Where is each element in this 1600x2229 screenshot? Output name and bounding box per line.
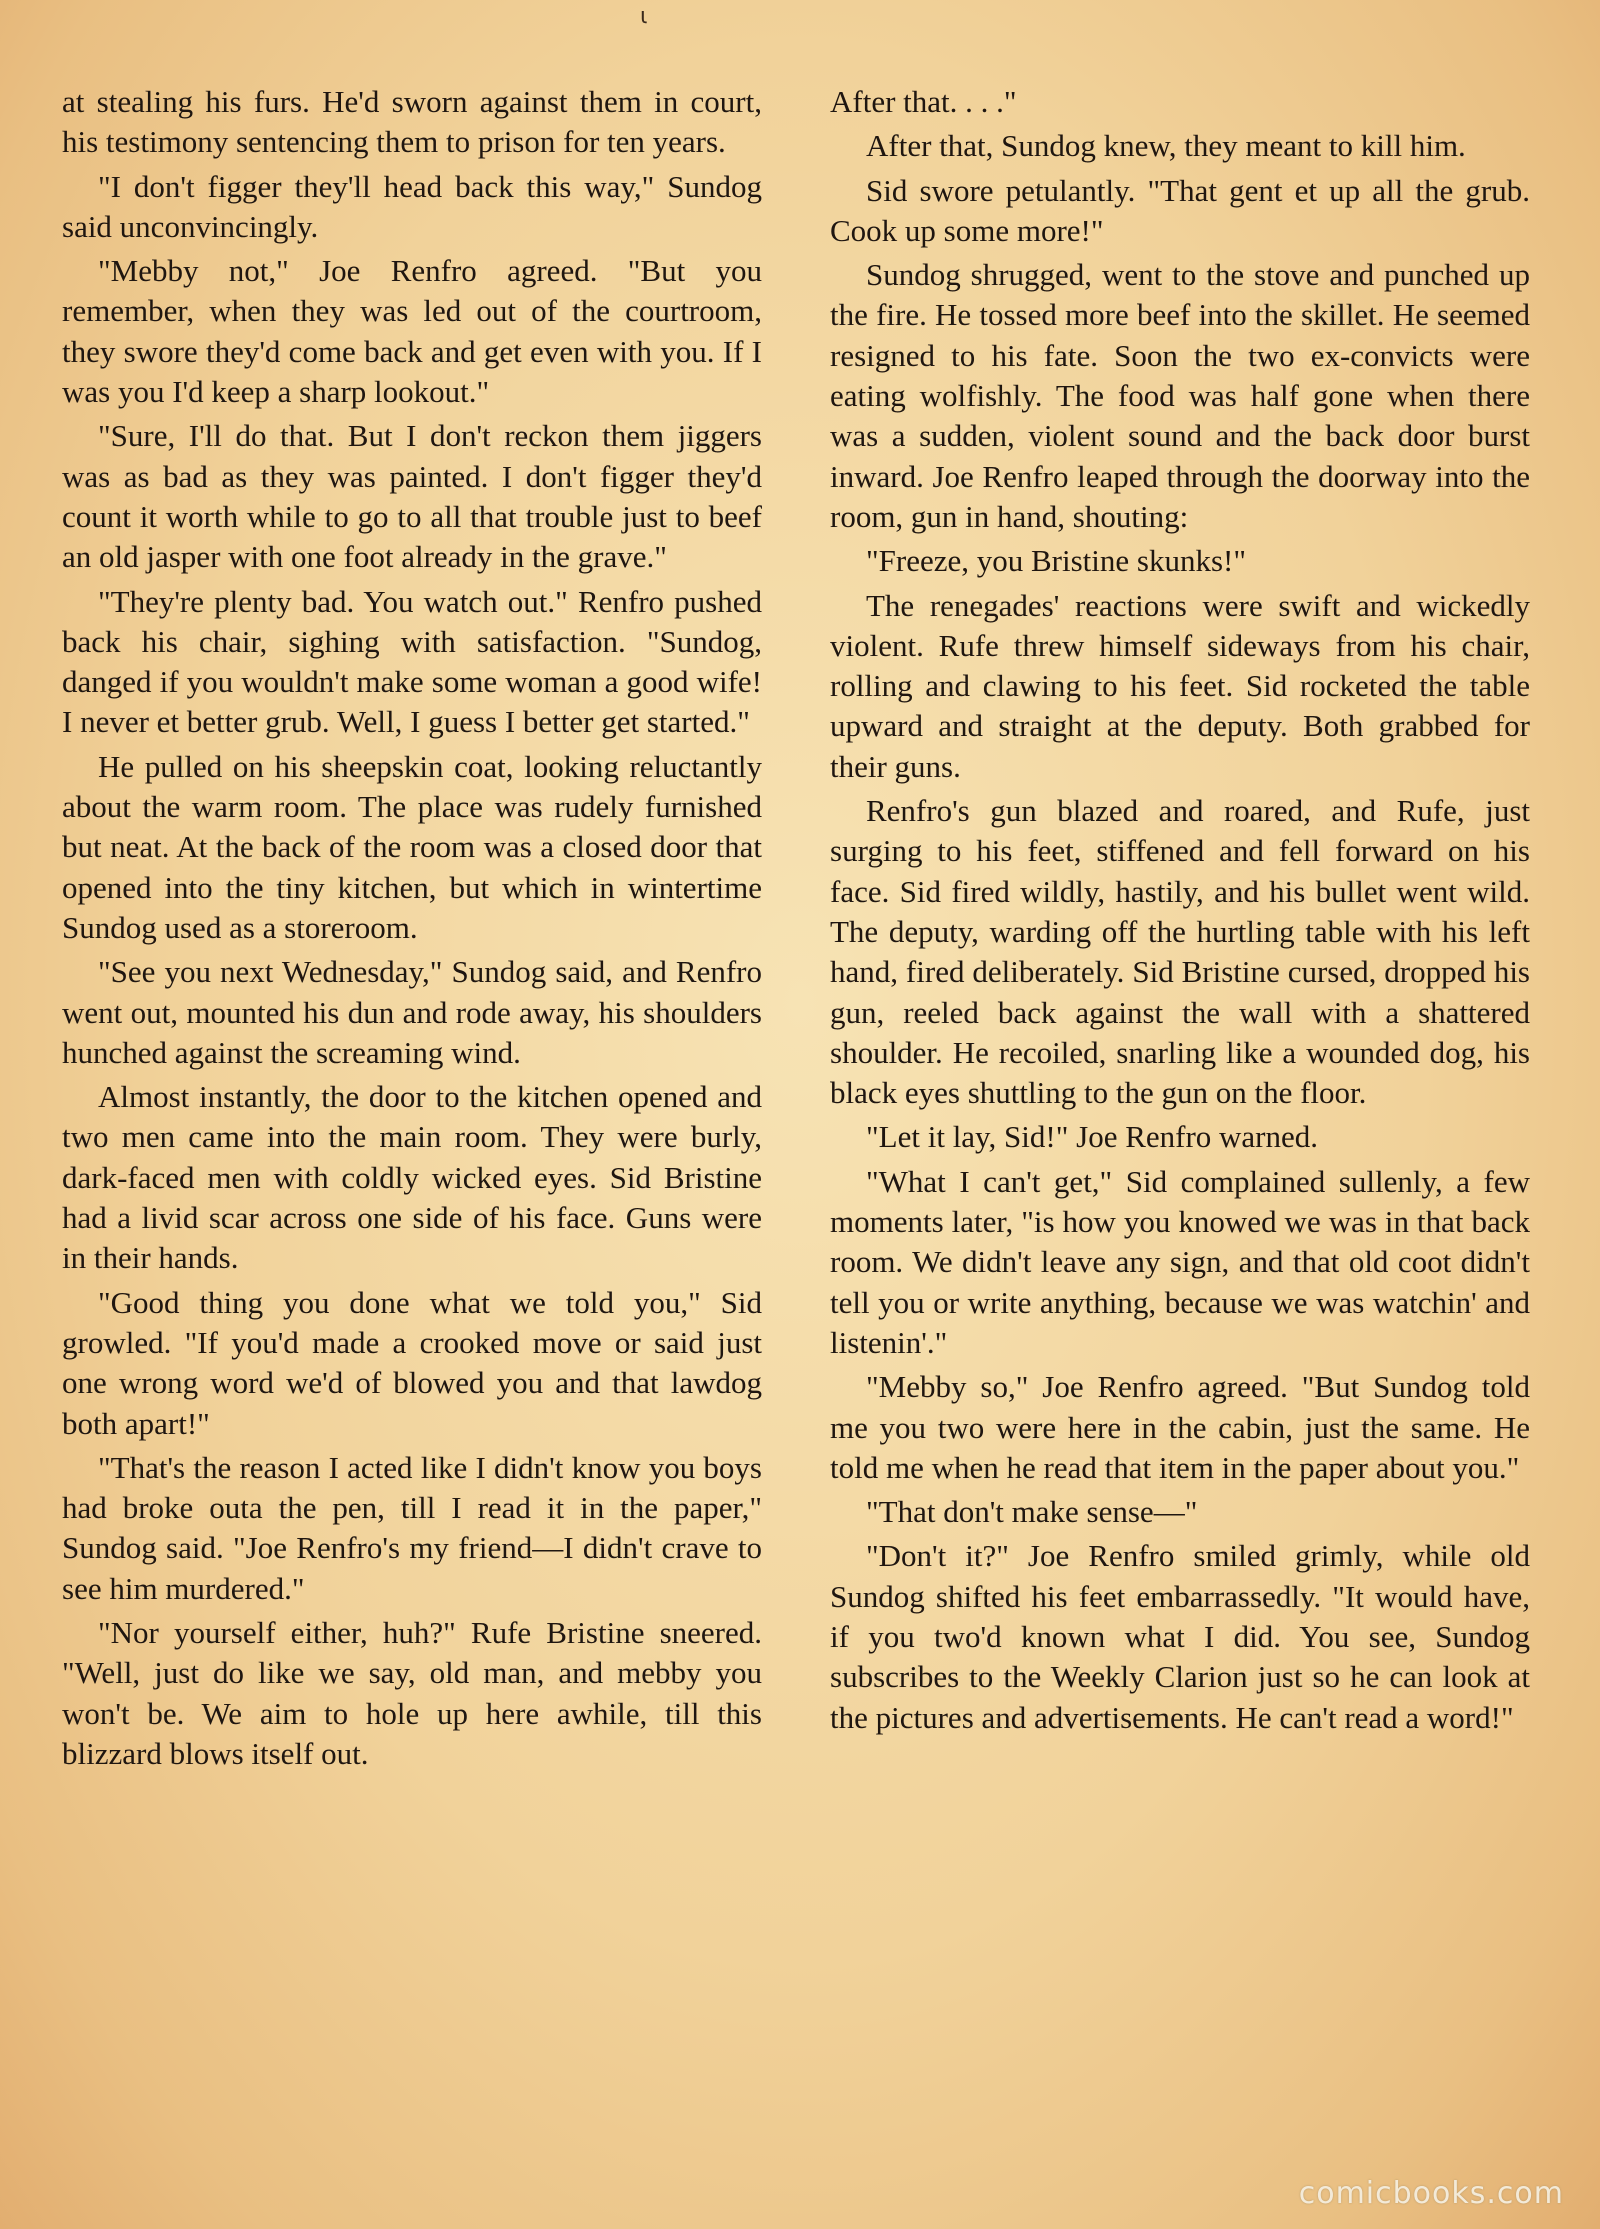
paragraph: The renegades' reactions were swift and wickedly violent. Rufe threw himself sideways from his chair, rolling and clawing to his feet. Sid rocketed the table upward and straight at the deputy. Both grabbed for their guns.: [830, 587, 1530, 784]
paragraph: "Good thing you done what we told you," Sid growled. "If you'd made a crooked move or said just one wrong word we'd of blowed you and that lawdog both apart!": [62, 1284, 762, 1441]
paragraph: "Nor yourself either, huh?" Rufe Bristine sneered. "Well, just do like we say, old man, and mebby you won't be. We aim to hole up here awhile, till this blizzard blows itself out.: [62, 1614, 762, 1771]
paragraph: "Sure, I'll do that. But I don't reckon them jiggers was as bad as they was painted. I don't figger they'd count it worth while to go to all that trouble just to beef an old jasper with one foot already in the grave.": [62, 418, 762, 575]
paragraph: "What I can't get," Sid complained sullenly, a few moments later, "is how you knowed we was in that back room. We didn't leave any sign, and that old coot didn't tell you or write anything, because we was watchin' and listenin'.": [830, 1163, 1530, 1360]
paragraph: "Freeze, you Bristine skunks!": [866, 543, 1247, 579]
paragraph: "They're plenty bad. You watch out." Renfro pushed back his chair, sighing with satisfaction. "Sundog, danged if you wouldn't make some woman a good wife! I never et better grub. Well, I guess I better get started.": [62, 583, 762, 740]
paragraph: "Mebby so," Joe Renfro agreed. "But Sundog told me you two were here in the cabin, just the same. He told me when he read that item in the paper about you.": [830, 1369, 1530, 1485]
left-text-column: [62, 82, 762, 1778]
right-text-column: [830, 82, 1530, 1742]
paragraph: After that. . . .": [830, 84, 1017, 119]
paragraph: He pulled on his sheepskin coat, looking reluctantly about the warm room. The place was rudely furnished but neat. At the back of the room was a closed door that opened into the tiny kitchen, but which in wintertime Sundog used as a storeroom.: [62, 748, 762, 945]
paragraph: "Let it lay, Sid!" Joe Renfro warned.: [866, 1119, 1319, 1155]
paragraph: "That's the reason I acted like I didn't know you boys had broke outa the pen, till I read it in the paper," Sundog said. "Joe Renfro's my friend—I didn't crave to see him murdered.": [62, 1449, 762, 1606]
site-watermark: comicbooks.com: [1298, 2176, 1564, 2211]
paragraph: "That don't make sense—": [866, 1494, 1198, 1530]
paragraph: Renfro's gun blazed and roared, and Rufe, just surging to his feet, stiffened and fell forward on his face. Sid fired wildly, hastily, and his bullet went wild. The deputy, warding off the hurtling table with his left hand, fired deliberately. Sid Bristine cursed, dropped his gun, reeled back against the wall with a shattered shoulder. He recoiled, snarling like a wounded dog, his black eyes shuttling to the gun on the floor.: [830, 793, 1530, 1111]
paragraph: "Don't it?" Joe Renfro smiled grimly, while old Sundog shifted his feet embarrassedly. "It would have, if you two'd known what I did. You see, Sundog subscribes to the Weekly Clarion just so he can look at the pictures and advertisements. He can't read a word!": [830, 1538, 1530, 1735]
paragraph: at stealing his furs. He'd sworn against them in court, his testimony sentencing them to prison for ten years.: [62, 84, 762, 160]
page-mark: ι: [640, 4, 648, 29]
paragraph: Sid swore petulantly. "That gent et up all the grub. Cook up some more!": [830, 172, 1530, 248]
paragraph: After that, Sundog knew, they meant to kill him.: [866, 128, 1466, 164]
paragraph: "See you next Wednesday," Sundog said, and Renfro went out, mounted his dun and rode away, his shoulders hunched against the screaming wind.: [62, 954, 762, 1070]
paragraph: "I don't figger they'll head back this way," Sundog said unconvincingly.: [62, 168, 762, 244]
paragraph: Almost instantly, the door to the kitchen opened and two men came into the main room. They were burly, dark-faced men with coldly wicked eyes. Sid Bristine had a livid scar across one side of his face. Guns were in their hands.: [62, 1079, 762, 1276]
paragraph: Sundog shrugged, went to the stove and punched up the fire. He tossed more beef into the skillet. He seemed resigned to his fate. Soon the two ex-convicts were eating wolfishly. The food was half gone when there was a sudden, violent sound and the back door burst inward. Joe Renfro leaped through the doorway into the room, gun in hand, shouting:: [830, 257, 1530, 534]
paragraph: "Mebby not," Joe Renfro agreed. "But you remember, when they was led out of the courtroom, they swore they'd come back and get even with you. If I was you I'd keep a sharp lookout.": [62, 253, 762, 410]
